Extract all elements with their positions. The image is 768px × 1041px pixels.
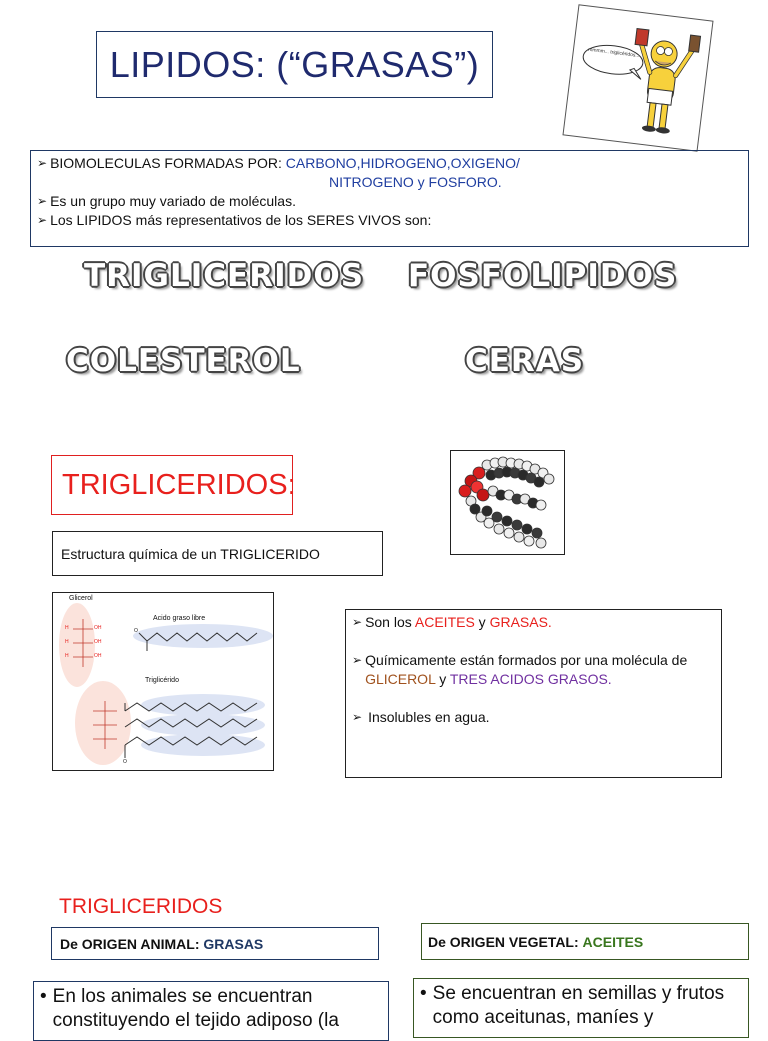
structure-caption: Estructura química de un TRIGLICERIDO [61,545,320,562]
fact-2 [352,651,715,689]
diagram-label-acido: Acido graso libre [153,615,206,622]
vegetal-origin-box [421,923,749,960]
title-box [96,31,493,98]
animal-description-text: En los animales se encuentran constituyendo el tejido adiposo (la [52,986,339,1031]
fact-2-glicerol: GLICEROL [365,671,436,687]
animal-origin-value: GRASAS [203,935,264,952]
intro-line1-cont: NITROGENO y FOSFORO. [329,174,502,190]
diagram-oh-1: OH [94,625,102,631]
facts-box [345,609,722,778]
fact-2-acidos: TRES ACIDOS GRASOS. [449,671,612,687]
arrow-bullet-icon: ➢ [37,213,48,227]
diagram-h-1: H [65,625,69,631]
arrow-bullet-icon: ➢ [37,194,48,208]
intro-line1-continuation [37,173,742,192]
diagram-h-3: H [65,653,69,659]
vegetal-description-text: Se encuentran en semillas y frutos como aceitunas, maníes y [432,983,725,1028]
diagram-h-2: H [65,639,69,645]
diagram-label-glicerol: Glicerol [69,595,93,602]
molecule-model-icon [451,451,564,554]
homer-cartoon-icon [564,5,713,150]
fact-2-text [365,651,715,689]
intro-line2: Es un grupo muy variado de moléculas. [50,193,296,209]
lipid-type-colesterol: COLESTEROL [66,343,301,379]
page-title: LIPIDOS: (“GRASAS”) [109,43,480,85]
trig-heading-box [51,455,296,515]
fact-2-y: y [435,671,450,687]
bullet-dot-icon: • [40,986,47,1007]
molecule-image [450,450,565,555]
fact-1-grasas: GRASAS. [489,614,552,630]
animal-description-box [33,981,389,1041]
intro-box [30,150,749,247]
trig-heading: TRIGLICERIDOS: [62,468,296,501]
fact-1-aceites: ACEITES [414,614,475,630]
intro-bullet-1 [37,154,742,173]
lipid-type-fosfolipidos: FOSFOLIPIDOS [408,258,678,294]
animal-origin-prefix: De ORIGEN ANIMAL: [60,935,204,952]
cartoon-speech: mmmm... triglicéridos... [587,46,640,59]
cartoon-image [562,4,713,152]
animal-description [40,985,382,1033]
triglyceride-diagram [52,592,274,771]
diagram-o-2: O [123,759,127,765]
diagram-oh-2: OH [94,639,102,645]
lipid-type-ceras: CERAS [465,343,585,379]
intro-bullet-2 [37,192,742,211]
diagram-label-trigliceride: Triglicérido [145,677,179,684]
fact-1-text [365,613,552,632]
vegetal-description-box [413,978,749,1038]
bullet-dot-icon: • [420,983,427,1004]
animal-origin-box [51,927,379,960]
fact-1 [352,613,715,632]
fact-3-text: Insolubles en agua. [368,709,490,725]
intro-line3: Los LIPIDOS más representativos de los SERES VIVOS son: [50,212,432,228]
intro-line1-text [50,154,520,173]
origin-heading: TRIGLICERIDOS [59,895,223,918]
fact-2-prefix: Químicamente están formados por una molécula de [365,652,688,668]
intro-bullet-3 [37,211,742,230]
lipid-type-trigliceridos: TRIGLICERIDOS [84,258,365,294]
arrow-bullet-icon: ➢ [352,615,363,629]
vegetal-description [420,982,742,1030]
structure-caption-box [52,531,383,576]
arrow-bullet-icon: ➢ [37,156,48,170]
fact-1-prefix: Son los [365,614,415,630]
intro-line1-elements: CARBONO,HIDROGENO,OXIGENO/ [285,155,520,171]
intro-line1-prefix: BIOMOLECULAS FORMADAS POR: [50,155,286,171]
arrow-bullet-icon: ➢ [352,653,363,667]
vegetal-origin-prefix: De ORIGEN VEGETAL: [428,933,583,950]
fact-1-y: y [474,614,490,630]
diagram-oh-3: OH [94,653,102,659]
fact-3 [352,708,715,727]
diagram-o-1: O [134,628,138,634]
arrow-bullet-icon: ➢ [352,710,363,724]
vegetal-origin-value: ACEITES [582,933,644,950]
